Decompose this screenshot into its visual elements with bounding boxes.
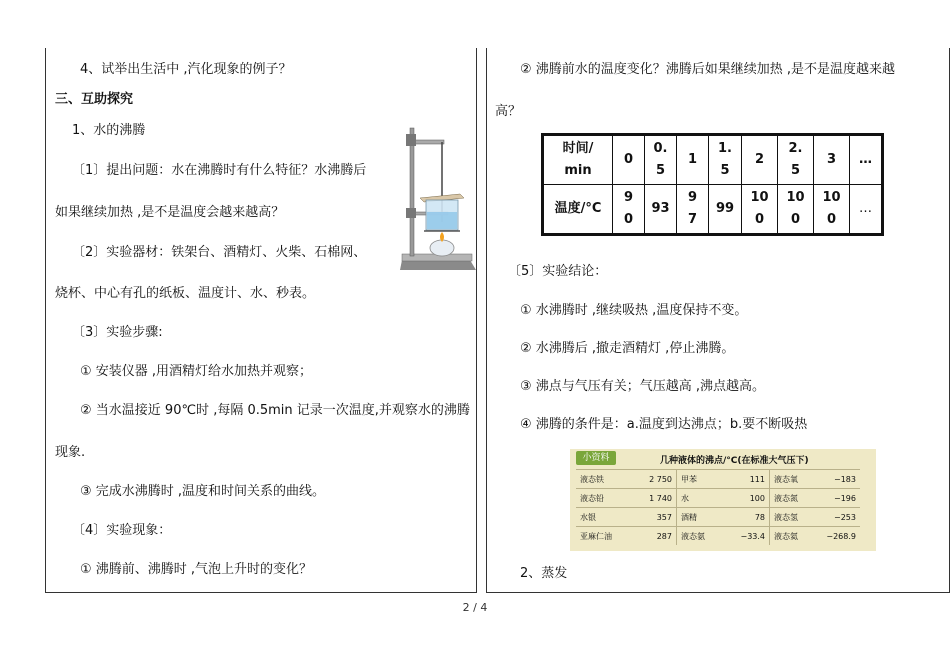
step-2-line-1: 〔2〕实验器材：铁架台、酒精灯、火柴、石棉网、: [72, 245, 367, 260]
section-3-heading: 三、互助探究: [55, 92, 134, 107]
table-cell: 9 7: [677, 185, 709, 235]
reference-title: 几种液体的沸点/°C(在标准大气压下): [660, 456, 809, 466]
conclusion-1: ① 水沸腾时 ,继续吸热 ,温度保持不变。: [520, 303, 748, 318]
conclusion-3: ③ 沸点与气压有关；气压越高 ,沸点越高。: [520, 379, 766, 394]
step-3-heading: 〔3〕实验步骤:: [72, 325, 163, 340]
table-row: 水银 357 酒精 78 液态氢 −253: [576, 508, 860, 527]
table-row: 液态铅 1 740 水 100 液态氮 −196: [576, 489, 860, 508]
step-1-line-2: 如果继续加热 ,是不是温度会越来越高？: [55, 205, 285, 220]
table-cell: 1: [677, 135, 709, 185]
step-1-line-1: 〔1〕提出问题：水在沸腾时有什么特征？水沸腾后: [72, 163, 367, 178]
table-cell: 3: [814, 135, 850, 185]
subsection-boiling: 1、水的沸腾: [72, 123, 146, 138]
page-number: 2 / 4: [462, 601, 488, 614]
table-header-time: 时间/ min: [543, 135, 613, 185]
table-header-temperature: 温度/°C: [543, 185, 613, 235]
conclusion-2: ② 水沸腾后 ,撤走酒精灯 ,停止沸腾。: [520, 341, 735, 356]
step-3-item-3: ③ 完成水沸腾时 ,温度和时间关系的曲线。: [80, 484, 326, 499]
table-cell: 1. 5: [709, 135, 742, 185]
table-cell: 93: [645, 185, 677, 235]
table-cell: 0: [613, 135, 645, 185]
table-cell: 2. 5: [778, 135, 814, 185]
step-3-item-2-line-2: 现象.: [55, 445, 86, 460]
table-row-time: [543, 135, 883, 185]
question-4: 4、试举出生活中 ,汽化现象的例子？: [80, 62, 292, 77]
table-cell: 9 0: [613, 185, 645, 235]
table-row: 液态铁 2 750 甲苯 111 液态氧 −183: [576, 470, 860, 489]
conclusion-4: ④ 沸腾的条件是：a.温度到达沸点；b.要不断吸热: [520, 417, 808, 432]
reference-tag: 小资料: [576, 451, 616, 465]
step-3-item-2-line-1: ② 当水温接近 90℃时 ,每隔 0.5min 记录一次温度,并观察水的沸腾: [80, 403, 470, 418]
table-cell: 99: [709, 185, 742, 235]
boiling-point-reference-card: [570, 449, 876, 551]
table-cell: 10 0: [814, 185, 850, 235]
table-row-temperature: [543, 185, 883, 235]
step-2-line-2: 烧杯、中心有孔的纸板、温度计、水、秒表。: [55, 286, 316, 301]
question-2-line-1: ② 沸腾前水的温度变化？沸腾后如果继续加热 ,是不是温度越来越: [520, 62, 896, 77]
step-4-heading: 〔4〕实验现象：: [72, 523, 172, 538]
question-2-line-2: 高？: [495, 104, 522, 119]
step-3-item-1: ① 安装仪器 ,用酒精灯给水加热并观察；: [80, 364, 313, 379]
table-cell: 2: [742, 135, 778, 185]
table-cell: 10 0: [778, 185, 814, 235]
table-cell: 10 0: [742, 185, 778, 235]
boiling-apparatus-illustration: [398, 124, 478, 272]
table-row: 亚麻仁油 287 液态氨 −33.4 液态氦 −268.9: [576, 527, 860, 546]
table-cell: 0. 5: [645, 135, 677, 185]
temperature-time-table: [541, 133, 884, 236]
table-cell: …: [850, 185, 883, 235]
table-cell: …: [850, 135, 883, 185]
step-5-heading: 〔5〕实验结论：: [508, 264, 608, 279]
subsection-evaporation: 2、蒸发: [520, 566, 568, 581]
step-4-item-1: ① 沸腾前、沸腾时 ,气泡上升时的变化？: [80, 562, 313, 577]
boiling-point-table: [576, 469, 860, 545]
